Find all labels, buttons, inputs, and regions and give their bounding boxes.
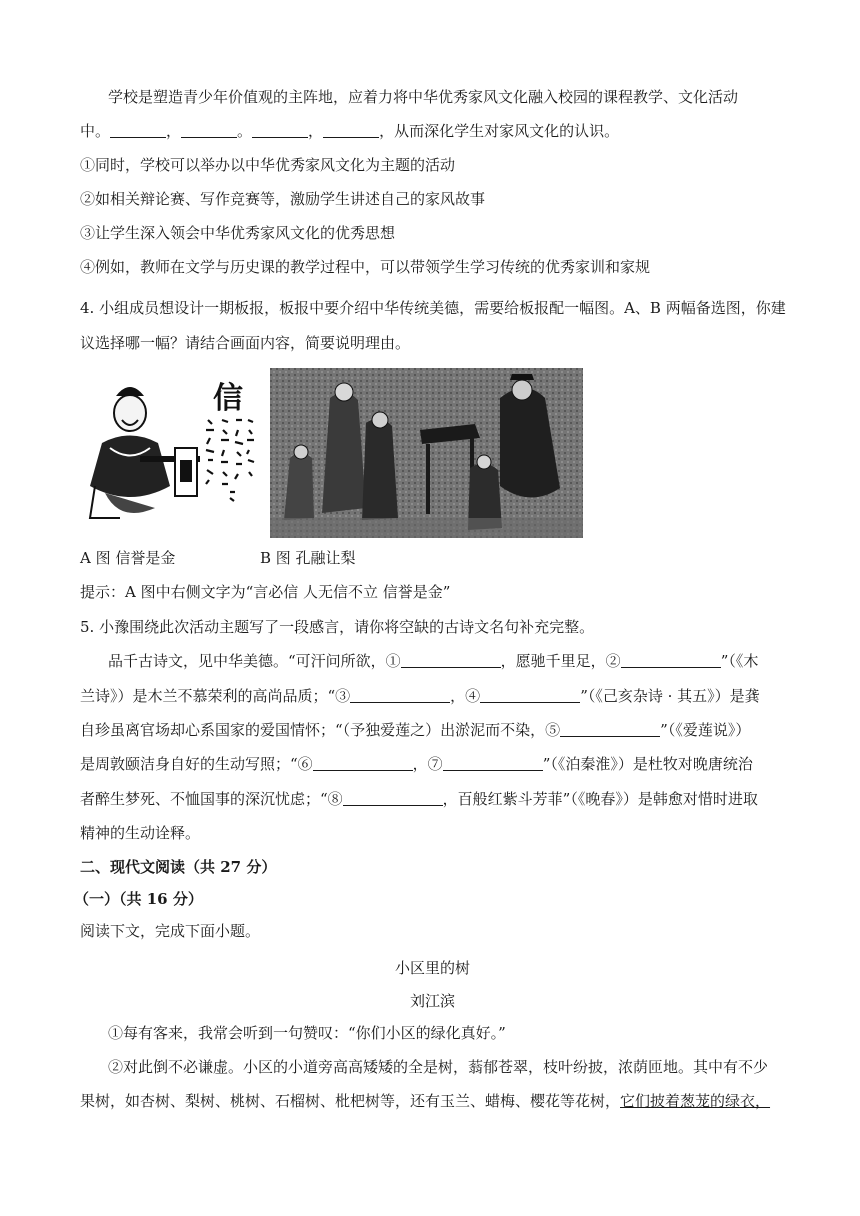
question-4-line1: 4. 小组成员想设计一期板报，板报中要介绍中华传统美德，需要给板报配一幅图。A、B 两幅备选图，你建 <box>80 299 786 317</box>
section-2-title: 二、现代文阅读（共 27 分） <box>80 858 277 876</box>
q5-line6: 精神的生动诠释。 <box>80 824 201 842</box>
q5-line1: 品千古诗文，见中华美德。“可汗问所欲，① ，愿驰千里足，② ”（《木 <box>108 652 759 670</box>
poem-blank-6[interactable] <box>313 755 413 771</box>
section-2-subtitle: （一）（共 16 分） <box>74 890 203 908</box>
fill-blank[interactable] <box>252 122 308 138</box>
poem-blank-1[interactable] <box>401 652 501 668</box>
poem-blank-3[interactable] <box>350 687 450 703</box>
article-paragraph-2-line1: ②对此倒不必谦虚。小区的小道旁高高矮矮的全是树，蓊郁苍翠，枝叶纷披，浓荫匝地。其中有不少 <box>108 1058 769 1076</box>
question-4-line2: 议选择哪一幅？请结合画面内容，简要说明理由。 <box>80 334 411 352</box>
underlined-sentence: 它们披着葱茏的绿衣， <box>620 1092 771 1110</box>
figure-a-image <box>80 368 258 538</box>
option-1: ①同时，学校可以举办以中华优秀家风文化为主题的活动 <box>80 156 456 174</box>
para1-line1: 学校是塑造青少年价值观的主阵地，应着力将中华优秀家风文化融入校园的课程教学、文化活动 <box>108 88 739 106</box>
option-3: ③让学生深入领会中华优秀家风文化的优秀思想 <box>80 224 396 242</box>
poem-blank-5[interactable] <box>560 721 660 737</box>
article-author: 刘江滨 <box>409 992 455 1010</box>
figure-a-character: 信 <box>213 381 243 416</box>
question-5-intro: 5. 小豫围绕此次活动主题写了一段感言，请你将空缺的古诗文名句补充完整。 <box>80 618 595 636</box>
para1-line2: 中。 ， 。 ， ，从而深化学生对家风文化的认识。 <box>80 122 620 140</box>
poem-blank-8[interactable] <box>343 790 443 806</box>
option-4: ④例如，教师在文学与历史课的教学过程中，可以带领学生学习传统的优秀家训和家规 <box>80 258 651 276</box>
fill-blank[interactable] <box>181 122 237 138</box>
article-paragraph-2-line2: 果树，如杏树、梨树、桃树、石榴树、枇杷树等，还有玉兰、蜡梅、樱花等花树，它们披着葱茏的绿衣， <box>80 1092 771 1110</box>
fill-blank[interactable] <box>323 122 379 138</box>
article-paragraph-1: ①每有客来，我常会听到一句赞叹：“你们小区的绿化真好。” <box>108 1024 506 1042</box>
option-2: ②如相关辩论赛、写作竞赛等，激励学生讲述自己的家风故事 <box>80 190 486 208</box>
article-title: 小区里的树 <box>394 959 470 977</box>
poem-blank-7[interactable] <box>443 755 543 771</box>
figure-b-caption: B 图 孔融让梨 <box>260 549 356 567</box>
figure-a-caption: A 图 信誉是金 <box>80 549 176 567</box>
hint-text: 提示：A 图中右侧文字为“言必信 人无信不立 信誉是金” <box>80 583 451 601</box>
q5-line5: 者醉生梦死、不恤国事的深沉忧虑；“⑧ ，百般红紫斗芳菲”（《晚春》）是韩愈对惜时进取 <box>80 790 758 808</box>
q5-line4: 是周敦颐洁身自好的生动写照；“⑥ ，⑦ ”（《泊秦淮》）是杜牧对晚唐统治 <box>80 755 753 773</box>
fill-blank[interactable] <box>110 122 166 138</box>
q5-line3: 自珍虽离官场却心系国家的爱国情怀；“（予独爱莲之）出淤泥而不染，⑤ ”（《爱莲说》） <box>80 721 751 739</box>
q5-line2: 兰诗》）是木兰不慕荣利的高尚品质；“③ ，④ ”（《己亥杂诗 · 其五》）是龚 <box>80 687 760 705</box>
poem-blank-4[interactable] <box>480 687 580 703</box>
reading-instruction: 阅读下文，完成下面小题。 <box>80 922 261 940</box>
poem-blank-2[interactable] <box>621 652 721 668</box>
figure-captions <box>80 547 785 569</box>
figure-b-image <box>270 368 583 538</box>
